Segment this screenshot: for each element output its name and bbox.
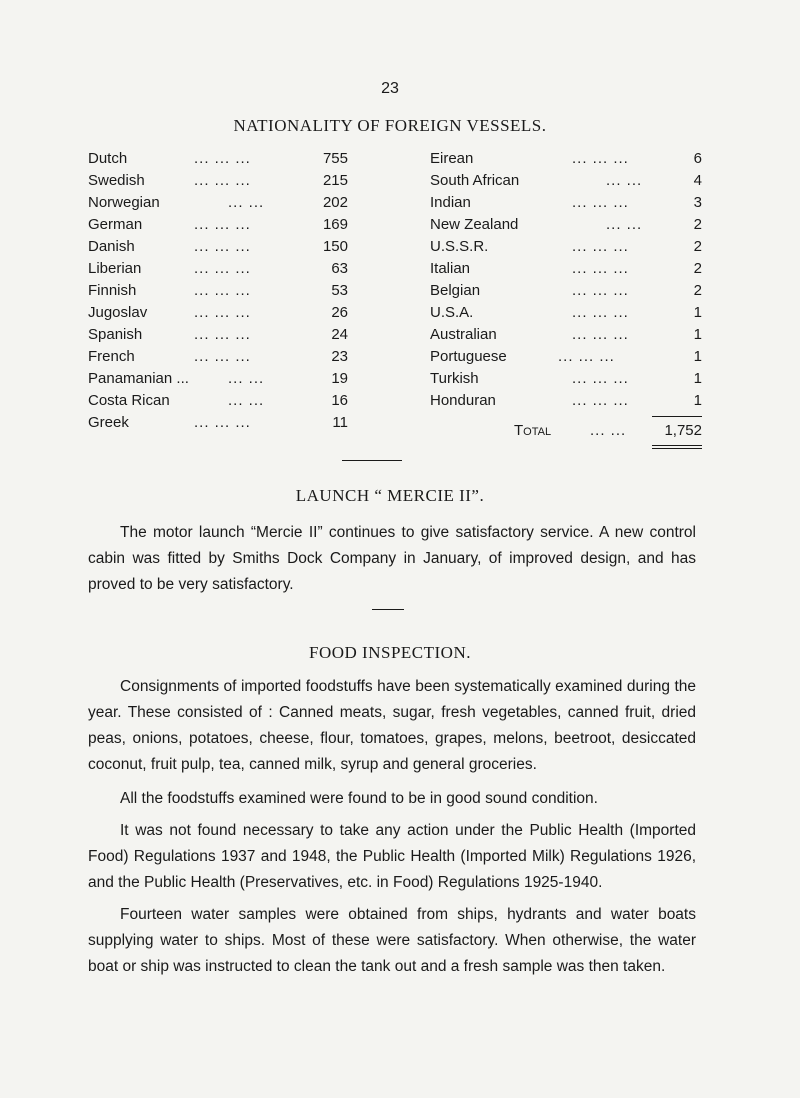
leader-dots: ... ... ... xyxy=(572,304,629,321)
vessel-count: 215 xyxy=(322,172,348,189)
nationality-name: French xyxy=(88,348,135,365)
vessel-count: 24 xyxy=(331,326,348,343)
nationality-name: Eirean xyxy=(430,150,474,167)
leader-dots: ... ... ... xyxy=(194,172,251,189)
leader-dots: ... ... ... xyxy=(194,216,251,233)
nationality-name: Jugoslav xyxy=(88,304,148,321)
leader-dots: ... ... ... xyxy=(558,348,615,365)
leader-dots: ... ... ... xyxy=(194,150,251,167)
leader-dots: ... ... ... xyxy=(572,282,629,299)
vessel-count: 169 xyxy=(322,216,348,233)
vessel-count: 150 xyxy=(322,238,348,255)
vessel-count: 26 xyxy=(331,304,348,321)
leader-dots: ... ... ... xyxy=(572,150,629,167)
food-paragraph xyxy=(88,902,696,980)
nationality-name: Indian xyxy=(430,194,471,211)
nationality-name: German xyxy=(88,216,143,233)
double-rule-top xyxy=(652,445,702,446)
vessel-count: 6 xyxy=(693,150,702,167)
leader-dots: ... ... ... xyxy=(572,392,629,409)
nationality-name: South African xyxy=(430,172,520,189)
nationality-heading: NATIONALITY OF FOREIGN VESSELS. xyxy=(233,116,547,135)
leader-dots: ... ... ... xyxy=(572,194,629,211)
vessel-count: 1 xyxy=(693,348,702,365)
nationality-name: Swedish xyxy=(88,172,145,189)
nationality-name: Turkish xyxy=(430,370,479,387)
vessel-count: 4 xyxy=(693,172,702,189)
leader-dots: ... ... xyxy=(228,370,265,387)
leader-dots: ... ... xyxy=(606,172,643,189)
launch-paragraph xyxy=(88,520,696,598)
vessel-count: 3 xyxy=(693,194,702,211)
page-number: 23 xyxy=(381,80,399,97)
vessel-count: 19 xyxy=(331,370,348,387)
leader-dots: ... ... xyxy=(228,392,265,409)
food-paragraph-text: Fourteen water samples were obtained from ships, hydrants and water boats supplying water to ships. Most of these were satisfactory. When otherwise, the water boat or ship was instructed to clean the tank out and a fresh sample was then taken. xyxy=(88,906,696,975)
vessel-count: 1 xyxy=(693,304,702,321)
vessel-count: 16 xyxy=(331,392,348,409)
nationality-name: Danish xyxy=(88,238,135,255)
leader-dots: ... ... xyxy=(228,194,265,211)
nationality-name: Greek xyxy=(88,414,129,431)
leader-dots: ... ... ... xyxy=(194,348,251,365)
sum-rule xyxy=(652,416,702,417)
food-paragraph-text: It was not found necessary to take any action under the Public Health (Imported Food) Regulations 1937 and 1948, the Public Health (Imported Milk) Regulations 1926, and the Public Health (Preservatives, etc. in Food) Regulations 1925-1940. xyxy=(88,822,696,891)
vessel-count: 1 xyxy=(693,326,702,343)
leader-dots: ... ... ... xyxy=(572,260,629,277)
nationality-name: Dutch xyxy=(88,150,128,167)
nationality-name: Italian xyxy=(430,260,471,277)
section-divider xyxy=(342,460,402,461)
vessel-count: 1 xyxy=(693,392,702,409)
food-heading: FOOD INSPECTION. xyxy=(309,643,471,662)
leader-dots: ... ... ... xyxy=(194,304,251,321)
nationality-name: Australian xyxy=(430,326,497,343)
nationality-name: U.S.A. xyxy=(430,304,474,321)
nationality-name: Costa Rican xyxy=(88,392,170,409)
nationality-name: New Zealand xyxy=(430,216,519,233)
leader-dots: ... ... xyxy=(590,422,627,439)
nationality-name: Spanish xyxy=(88,326,143,343)
leader-dots: ... ... ... xyxy=(194,238,251,255)
nationality-name: Norwegian xyxy=(88,194,160,211)
vessel-count: 23 xyxy=(331,348,348,365)
leader-dots: ... ... ... xyxy=(572,370,629,387)
food-paragraph-text: Consignments of imported foodstuffs have been systematically examined during the year. These consisted of : Canned meats, sugar, fresh vegetables, canned fruit, dried peas, onions, potatoes, cheese, flour, tomatoes, grapes, melons, beetroot, desiccated coconut, fruit pulp, tea, canned milk, syrup and general groceries. xyxy=(88,678,696,773)
launch-paragraph-text: The motor launch “Mercie II” continues to give satisfactory service. A new control cabin was fitted by Smiths Dock Company in January, of improved design, and has proved to be very satisfactory. xyxy=(88,524,696,593)
leader-dots: ... ... ... xyxy=(194,282,251,299)
vessel-count: 2 xyxy=(693,238,702,255)
double-rule-bottom xyxy=(652,448,702,449)
nationality-name: Panamanian ... xyxy=(88,370,189,387)
vessel-count: 755 xyxy=(322,150,348,167)
food-paragraph xyxy=(88,674,696,778)
food-paragraph xyxy=(88,786,696,812)
vessel-count: 202 xyxy=(322,194,348,211)
leader-dots: ... ... ... xyxy=(572,326,629,343)
food-paragraph-text: All the foodstuffs examined were found to be in good sound condition. xyxy=(120,790,598,807)
total-label: Total xyxy=(514,422,552,439)
vessel-count: 53 xyxy=(331,282,348,299)
leader-dots: ... ... ... xyxy=(194,414,251,431)
nationality-name: Belgian xyxy=(430,282,481,299)
nationality-name: Liberian xyxy=(88,260,142,277)
food-paragraph xyxy=(88,818,696,896)
vessel-count: 1 xyxy=(693,370,702,387)
vessel-count: 63 xyxy=(331,260,348,277)
nationality-name: Honduran xyxy=(430,392,496,409)
nationality-name: Finnish xyxy=(88,282,137,299)
vessel-count: 2 xyxy=(693,282,702,299)
nationality-name: Portuguese xyxy=(430,348,507,365)
nationality-name: U.S.S.R. xyxy=(430,238,489,255)
vessel-count: 2 xyxy=(693,260,702,277)
leader-dots: ... ... ... xyxy=(194,260,251,277)
launch-heading: LAUNCH “ MERCIE II”. xyxy=(295,486,485,505)
leader-dots: ... ... ... xyxy=(572,238,629,255)
vessel-count: 11 xyxy=(332,414,348,431)
section-divider xyxy=(372,609,404,610)
leader-dots: ... ... ... xyxy=(194,326,251,343)
leader-dots: ... ... xyxy=(606,216,643,233)
total-value: 1,752 xyxy=(664,422,702,439)
vessel-count: 2 xyxy=(693,216,702,233)
